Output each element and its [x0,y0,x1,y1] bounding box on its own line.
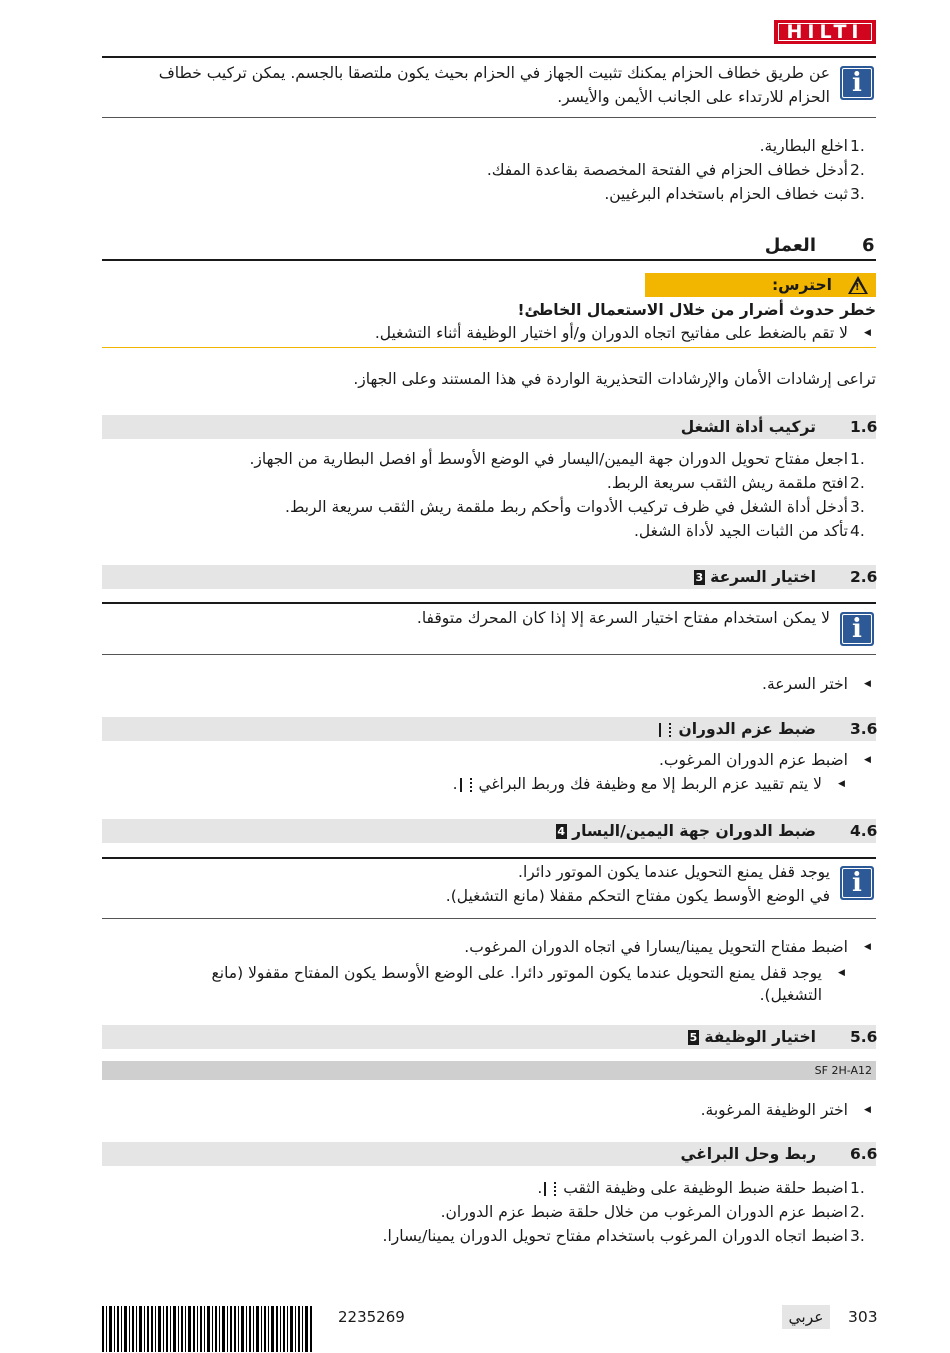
sub-bullet-icon: ◀ [838,968,845,978]
step-text: اضبط عزم الدوران المرغوب من خلال حلقة ضبط عزم الدوران. [440,1203,848,1221]
info-text-line: عن طريق خطاف الحزام يمكنك تثبيت الجهاز في الحزام بحيث يكون ملتصقا بالجسم. يمكن تركيب خطاف [158,64,830,82]
bullet-icon: ◀ [864,679,871,689]
step-number: 2. [850,474,865,492]
safety-note: تراعى إرشادات الأمان والإرشادات التحذيرية الواردة في هذا المستند وعلى الجهاز. [353,370,876,388]
torque-icon [460,778,472,792]
section-title-text: اختيار الوظيفة [704,1028,816,1046]
figure-badge: 4 [557,825,566,838]
barcode [102,1306,312,1352]
sub-bullet-text-line: يوجد قفل يمنع التحويل عندما يكون الموتور دائرا. على الوضع الأوسط يكون المفتاح مقفولا (مانع [211,964,822,982]
divider [102,857,876,859]
chapter-number: 6 [862,235,875,256]
drill-icon [544,1182,556,1196]
page-number: 303 [848,1308,878,1326]
section-title: ربط وحل البراغي [680,1145,816,1163]
sub-bullet-text: لا يتم تقييد عزم الربط إلا مع وظيفة فك وربط البراغي . [452,775,822,793]
section-title [554,819,816,843]
divider [102,117,876,118]
info-text-line: يوجد قفل يمنع التحويل عندما يكون الموتور دائرا. [518,863,830,881]
divider [102,56,876,58]
step-text-content: اضبط حلقة ضبط الوظيفة على وظيفة الثقب [563,1179,848,1197]
bullet-icon: ◀ [864,1105,871,1115]
step-text: أدخل أداة الشغل في ظرف تركيب الأدوات وأحكم ربط ملقمة ريش الثقب سريعة الربط. [285,498,848,516]
section-title [657,717,816,741]
model-bar [102,1061,876,1080]
step-text: أدخل خطاف الحزام في الفتحة المخصصة بقاعدة المفك. [486,161,848,179]
step-number: 1. [850,450,865,468]
section-number: 6.6 [850,1145,878,1163]
section-number: 4.6 [850,822,878,840]
sub-bullet-icon: ◀ [838,779,845,789]
divider [102,259,876,261]
logo-frame [778,23,872,41]
step-text: افتح ملقمة ريش الثقب سريعة الربط. [606,474,848,492]
bullet-text: اضبط مفتاح التحويل يمينا/يسارا في اتجاه الدوران المرغوب. [464,938,848,956]
info-icon: i [840,612,874,646]
torque-icon [659,723,671,737]
section-title-text: ضبط عزم الدوران [678,720,816,738]
warning-label: احترس: [771,276,832,294]
bullet-icon: ◀ [864,755,871,765]
step-text: ثبت خطاف الحزام باستخدام البرغيين. [604,185,848,203]
info-icon: i [840,866,874,900]
info-text: لا يمكن استخدام مفتاح اختيار السرعة إلا إذا كان المحرك متوقفا. [416,609,830,627]
bullet-text: اختر السرعة. [762,675,848,693]
step-text: تأكد من الثبات الجيد لأداة الشغل. [633,522,848,540]
section-number: 5.6 [850,1028,878,1046]
hilti-logo: HILTI [774,20,876,44]
document-number: 2235269 [338,1308,405,1326]
step-number: 4. [850,522,865,540]
warning-bar [645,273,876,297]
info-text-line: الحزام للارتداء على الجانب الأيمن والأيسر. [557,88,830,106]
bullet-icon: ◀ [864,942,871,952]
step-text: اضبط حلقة ضبط الوظيفة على وظيفة الثقب . [537,1179,848,1197]
sub-bullet-text-line: التشغيل). [759,986,822,1004]
step-number: 3. [850,185,865,203]
section-title-text: ضبط الدوران جهة اليمين/اليسار [572,822,816,840]
step-number: 1. [850,1179,865,1197]
section-number: 3.6 [850,720,878,738]
step-text: اخلع البطارية. [759,137,848,155]
language-label: عربي [782,1305,830,1329]
step-number: 3. [850,498,865,516]
step-text: اجعل مفتاح تحويل الدوران جهة اليمين/اليسار في الوضع الأوسط أو افصل البطارية من الجهاز. [249,450,848,468]
warning-underline [102,347,876,348]
divider [102,654,876,655]
warning-item: لا تقم بالضغط على مفاتيح اتجاه الدوران و/أو اختيار الوظيفة أثناء التشغيل. [374,324,848,342]
section-number: 2.6 [850,568,878,586]
info-text-line: في الوضع الأوسط يكون مفتاح التحكم مقفلا (مانع التشغيل). [445,887,830,905]
bullet-icon: ◀ [864,328,871,338]
info-icon: i [840,66,874,100]
step-number: 1. [850,137,865,155]
step-number: 2. [850,161,865,179]
step-number: 3. [850,1227,865,1245]
bullet-text: اختر الوظيفة المرغوبة. [700,1101,848,1119]
section-title-text: اختيار السرعة [710,568,816,586]
warning-exclamation: ! [855,282,860,293]
section-title [686,1025,816,1049]
model-label: SF 2H-A12 [814,1064,872,1077]
figure-badge: 5 [689,1031,698,1044]
chapter-title: العمل [764,235,816,256]
bullet-text: اضبط عزم الدوران المرغوب. [658,751,848,769]
section-title: تركيب أداة الشغل [680,418,816,436]
divider [102,918,876,919]
section-title [692,565,816,589]
warning-headline: خطر حدوث أضرار من خلال الاستعمال الخاطئ! [517,301,876,319]
divider [102,602,876,604]
section-number: 1.6 [850,418,878,436]
step-text: اضبط اتجاه الدوران المرغوب باستخدام مفتاح تحويل الدوران يمينا/يسارا. [382,1227,848,1245]
sub-bullet-content: لا يتم تقييد عزم الربط إلا مع وظيفة فك وربط البراغي [478,775,822,793]
step-number: 2. [850,1203,865,1221]
figure-badge: 3 [695,571,704,584]
